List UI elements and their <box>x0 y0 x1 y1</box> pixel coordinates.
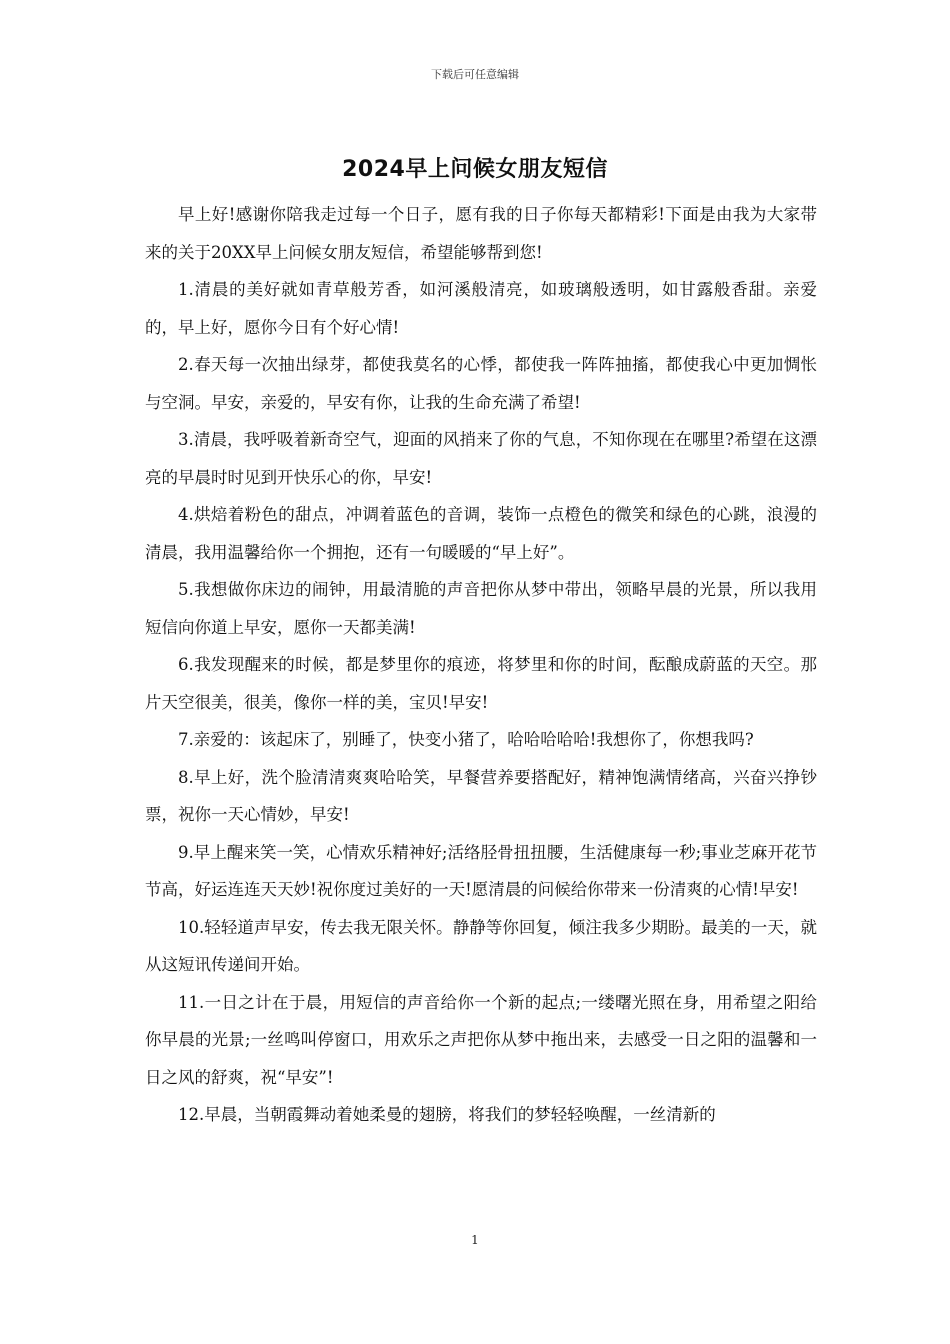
message-paragraph-1: 1.清晨的美好就如青草般芳香，如河溪般清亮，如玻璃般透明，如甘露般香甜。亲爱的，早上好，愿你今日有个好心情! <box>145 280 817 337</box>
message-paragraph-7: 7.亲爱的：该起床了，别睡了，快变小猪了，哈哈哈哈哈!我想你了，你想我吗? <box>178 730 754 749</box>
message-paragraph-3: 3.清晨，我呼吸着新奇空气，迎面的风捎来了你的气息，不知你现在在哪里?希望在这漂亮的早晨时时见到开快乐心的你，早安! <box>145 430 817 487</box>
message-paragraph-10: 10.轻轻道声早安，传去我无限关怀。静静等你回复，倾注我多少期盼。最美的一天，就从这短讯传递间开始。 <box>145 917 817 974</box>
message-paragraph-5: 5.我想做你床边的闹钟，用最清脆的声音把你从梦中带出，领略早晨的光景，所以我用短信向你道上早安，愿你一天都美满! <box>145 580 817 637</box>
message-paragraph-12: 12.早晨，当朝霞舞动着她柔曼的翅膀，将我们的梦轻轻唤醒，一丝清新的 <box>178 1105 716 1124</box>
message-paragraph-4: 4.烘焙着粉色的甜点，冲调着蓝色的音调，装饰一点橙色的微笑和绿色的心跳，浪漫的清晨，我用温馨给你一个拥抱，还有一句暖暖的“早上好”。 <box>145 505 817 562</box>
page-title: 2024早上问候女朋友短信 <box>342 157 608 182</box>
intro-paragraph: 早上好!感谢你陪我走过每一个日子，愿有我的日子你每天都精彩!下面是由我为大家带来的关于20XX早上问候女朋友短信，希望能够帮到您! <box>145 205 817 262</box>
message-paragraph-9: 9.早上醒来笑一笑，心情欢乐精神好;活络胫骨扭扭腰，生活健康每一秒;事业芝麻开花节节高，好运连连天天妙!祝你度过美好的一天!愿清晨的问候给你带来一份清爽的心情!早安! <box>145 842 817 899</box>
page-number: 1 <box>471 1233 479 1247</box>
message-paragraph-6: 6.我发现醒来的时候，都是梦里你的痕迹，将梦里和你的时间，酝酿成蔚蓝的天空。那片天空很美，很美，像你一样的美，宝贝!早安! <box>145 655 817 712</box>
message-paragraph-11: 11.一日之计在于晨，用短信的声音给你一个新的起点;一缕曙光照在身，用希望之阳给你早晨的光景;一丝鸣叫停窗口，用欢乐之声把你从梦中拖出来，去感受一日之阳的温馨和一日之风的舒爽，祝“早安”! <box>145 992 817 1087</box>
document-body <box>145 196 817 1134</box>
header-note: 下载后可任意编辑 <box>431 68 519 81</box>
message-paragraph-2: 2.春天每一次抽出绿芽，都使我莫名的心悸，都使我一阵阵抽搐，都使我心中更加惆怅与空洞。早安，亲爱的，早安有你，让我的生命充满了希望! <box>145 355 817 412</box>
message-paragraph-8: 8.早上好，洗个脸清清爽爽哈哈笑，早餐营养要搭配好，精神饱满情绪高，兴奋兴挣钞票，祝你一天心情妙，早安! <box>145 767 817 824</box>
